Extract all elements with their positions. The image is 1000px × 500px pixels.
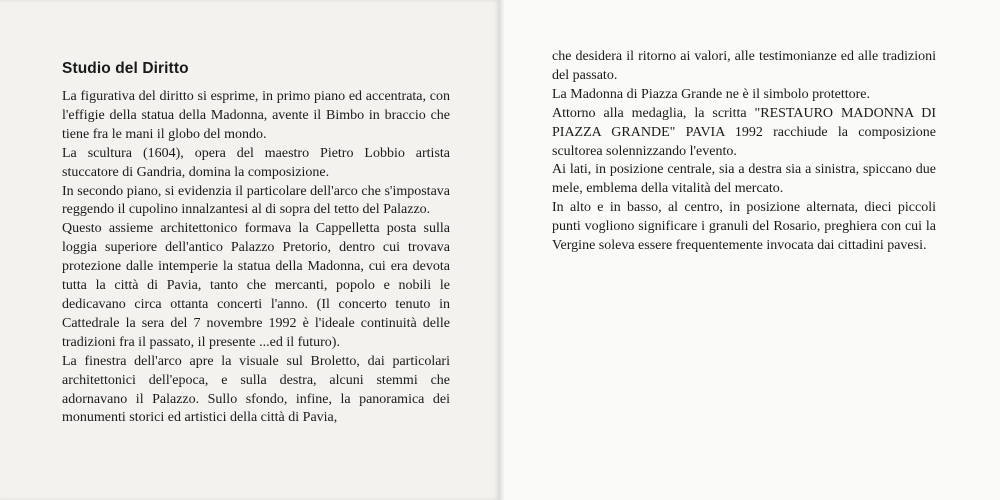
left-body-text — [62, 88, 450, 428]
paragraph: In alto e in basso, al centro, in posizione alternata, dieci piccoli punti vogliono significare i granuli del Rosario, preghiera con cui la Vergine soleva essere frequentemente invocata dai cittadini pavesi. — [552, 200, 936, 254]
paragraph: che desidera il ritorno ai valori, alle testimonianze ed alle tradizioni del passato. — [552, 49, 936, 83]
paragraph: La figurativa del diritto si esprime, in primo piano ed accentrata, con l'effigie della statua della Madonna, avente il Bimbo in braccio che tiene fra le mani il globo del mondo. — [62, 89, 450, 142]
section-heading: Studio del Diritto — [62, 60, 189, 77]
paragraph: La finestra dell'arco apre la visuale sul Broletto, dai particolari architettonici dell'epoca, e sulla destra, alcuni stemmi che adornavano il Palazzo. Sullo sfondo, infine, la panoramica dei monumenti storici ed artistici della città di Pavia, — [62, 353, 450, 426]
paragraph: La scultura (1604), opera del maestro Pietro Lobbio artista stuccatore di Gandria, domina la composizione. — [62, 145, 450, 180]
paragraph: Attorno alla medaglia, la scritta "RESTAURO MADONNA DI PIAZZA GRANDE" PAVIA 1992 racchiude la composizione scultorea solennizzando l'evento. — [552, 105, 936, 159]
paragraph: La Madonna di Piazza Grande ne è il simbolo protettore. — [552, 86, 871, 102]
paragraph: In secondo piano, si evidenzia il particolare dell'arco che s'impostava reggendo il cupolino innalzantesi al di sopra del tetto del Palazzo. — [62, 183, 450, 218]
paragraph: Ai lati, in posizione centrale, sia a destra sia a sinistra, spiccano due mele, emblema della vitalità del mercato. — [552, 162, 936, 197]
paragraph: Questo assieme architettonico formava la Cappelletta posta sulla loggia superiore dell'antico Palazzo Pretorio, dentro cui trovava protezione dalle intemperie la statua della Madonna, cui era devota tutta la città di Pavia, tanto che mercanti, popolo e nobili le dedicavano circa ottanta concerti l'anno. (Il concerto tenuto in Cattedrale la sera del 7 novembre 1992 è l'ideale continuità delle tradizioni fra il passato, il presente ...ed il futuro). — [62, 221, 450, 350]
right-page — [500, 0, 1000, 500]
right-body-text — [552, 48, 936, 256]
